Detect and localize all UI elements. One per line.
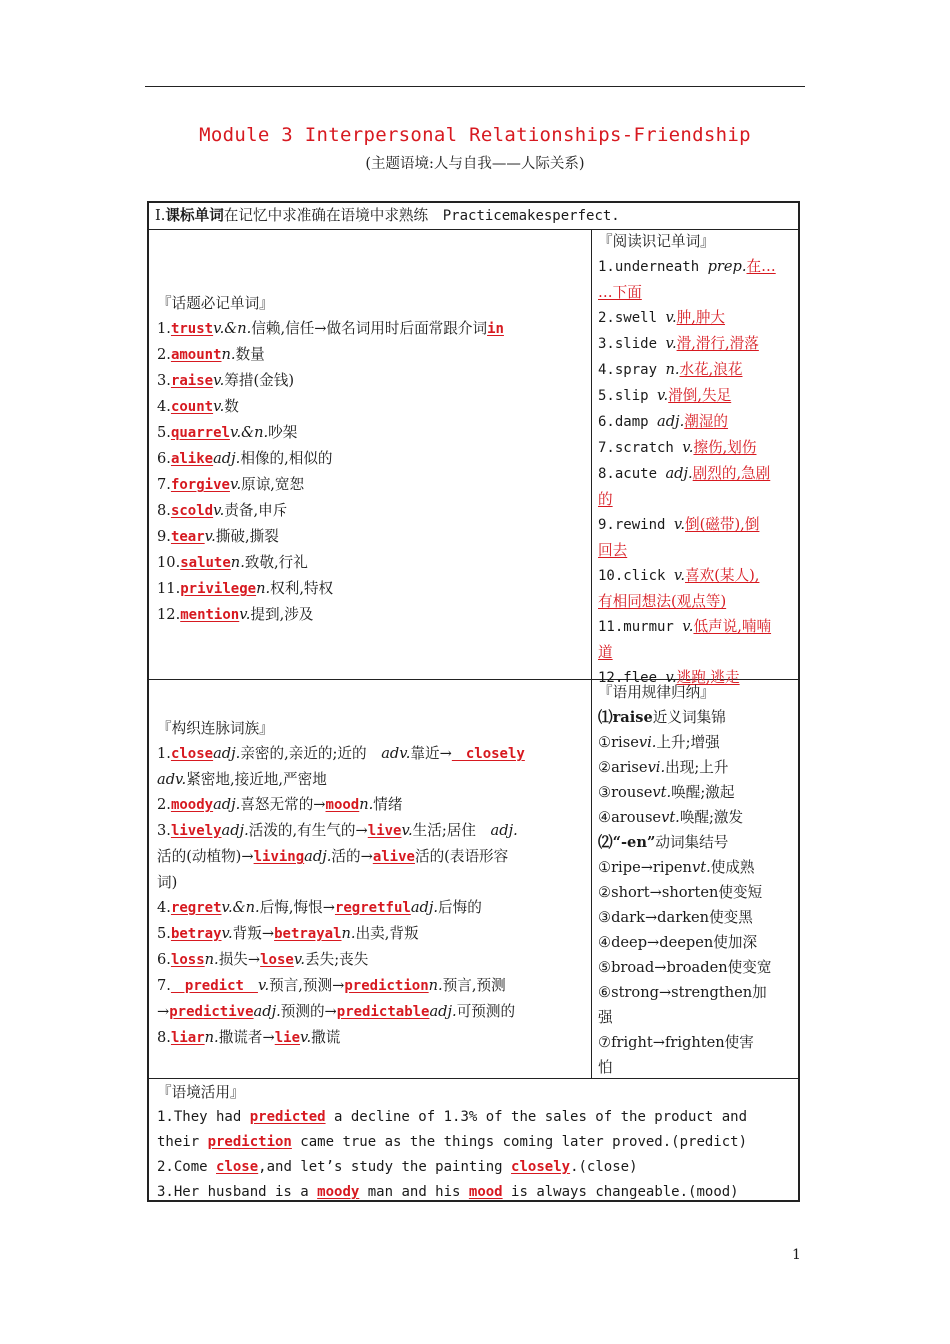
vocab-word: 8.acute bbox=[598, 466, 666, 482]
topic-words-heading: 『话题必记单词』 bbox=[157, 295, 274, 312]
reading-word-line bbox=[598, 409, 798, 435]
column-divider bbox=[591, 229, 592, 1078]
item-number: 1. bbox=[157, 320, 171, 337]
answer-word: privilege bbox=[180, 581, 257, 597]
topic-word-item bbox=[157, 420, 587, 446]
text-segment: → bbox=[157, 1003, 170, 1020]
part-of-speech: v. bbox=[293, 951, 305, 968]
usage-rule-line bbox=[598, 905, 798, 930]
text-segment: ,and let’s study the painting bbox=[258, 1159, 512, 1175]
reading-word-line bbox=[598, 383, 798, 409]
vocab-word: 2.swell bbox=[598, 310, 666, 326]
text-segment: 预言,预测 bbox=[442, 977, 506, 994]
reading-word-line bbox=[598, 331, 798, 357]
part-of-speech: n. bbox=[230, 554, 245, 571]
context-sentence-line bbox=[157, 1180, 797, 1205]
answer-meaning: …下面 bbox=[598, 284, 642, 301]
part-of-speech: v. bbox=[239, 606, 251, 623]
part-of-speech: v. bbox=[673, 567, 686, 584]
answer-meaning: 潮湿的 bbox=[684, 413, 729, 430]
answer-meaning: 滑倒,失足 bbox=[668, 387, 732, 404]
answer-word: living bbox=[253, 849, 305, 865]
text-segment: 活的→ bbox=[331, 848, 373, 865]
reading-word-line bbox=[598, 254, 798, 280]
word-family-line bbox=[157, 947, 587, 973]
text-segment: 2. bbox=[157, 796, 171, 813]
word-family-cell bbox=[157, 716, 587, 1051]
text-segment: 活的(表语形容 bbox=[414, 848, 509, 865]
vocab-word: 10.click bbox=[598, 568, 674, 584]
part-of-speech: adj. bbox=[410, 899, 439, 916]
part-of-speech: adj. bbox=[221, 822, 249, 839]
part-of-speech: vt. bbox=[661, 809, 680, 826]
answer-meaning: 擦伤,划伤 bbox=[693, 439, 757, 456]
answer-word: tear bbox=[170, 529, 205, 545]
topic-word-item bbox=[157, 576, 587, 602]
part-of-speech: adj. bbox=[657, 413, 685, 430]
item-number: 10. bbox=[157, 554, 181, 571]
answer-word: regret bbox=[170, 900, 222, 916]
answer-word: in bbox=[487, 321, 504, 337]
answer-word: forgive bbox=[170, 477, 230, 493]
reading-words-cell bbox=[598, 229, 798, 691]
text-segment: 后悔,悔恨→ bbox=[259, 899, 335, 916]
reading-word-line bbox=[598, 589, 798, 614]
part-of-speech: v. bbox=[213, 372, 225, 389]
vocab-word: 5.slip bbox=[598, 388, 658, 404]
answer-word: mention bbox=[180, 607, 240, 623]
part-of-speech: n. bbox=[256, 580, 271, 597]
part-of-speech: v. bbox=[257, 977, 270, 994]
answer-word: trust bbox=[170, 321, 214, 337]
part-of-speech: adj. bbox=[304, 848, 332, 865]
definition: 筹措(金钱) bbox=[224, 372, 295, 389]
word-family-line bbox=[157, 767, 587, 792]
topic-word-item bbox=[157, 368, 587, 394]
definition: 信赖,信任→做名词用时后面常跟介词 bbox=[251, 320, 488, 337]
part-of-speech: n. bbox=[359, 796, 374, 813]
text-segment: 唤醒;激起 bbox=[671, 784, 735, 801]
part-of-speech: n. bbox=[204, 951, 219, 968]
item-number: 5. bbox=[157, 424, 171, 441]
part-of-speech: v.&n. bbox=[229, 424, 269, 441]
word-family-line bbox=[157, 792, 587, 818]
answer-meaning: 在… bbox=[746, 258, 776, 275]
word-family-line bbox=[157, 741, 587, 767]
text-segment: 上升;增强 bbox=[656, 734, 720, 751]
item-number: 7. bbox=[157, 476, 171, 493]
text-segment: 唤醒;激发 bbox=[679, 809, 744, 826]
worksheet-table bbox=[147, 201, 800, 1202]
text-segment: 6. bbox=[157, 951, 171, 968]
reading-word-line bbox=[598, 512, 798, 538]
topic-word-item bbox=[157, 472, 587, 498]
definition: 数量 bbox=[235, 346, 265, 363]
text-segment: 7. bbox=[157, 977, 171, 994]
usage-rule-line bbox=[598, 955, 798, 980]
item-number: 2. bbox=[157, 346, 171, 363]
text-segment: their bbox=[157, 1134, 208, 1150]
answer-word: closely bbox=[451, 746, 525, 762]
topic-word-item bbox=[157, 524, 587, 550]
answer-word: live bbox=[367, 823, 402, 839]
word-family-line bbox=[157, 870, 587, 895]
topic-word-item bbox=[157, 316, 587, 342]
part-of-speech: v. bbox=[221, 925, 233, 942]
text-segment: came true as the things coming later proved.(predict) bbox=[291, 1134, 748, 1150]
usage-rule-line bbox=[598, 1055, 798, 1080]
usage-rule-line bbox=[598, 930, 798, 955]
word-family-line bbox=[157, 844, 587, 870]
part-of-speech: n. bbox=[221, 346, 236, 363]
part-of-speech: adj. bbox=[490, 822, 518, 839]
usage-rule-line bbox=[598, 755, 798, 780]
reading-word-line bbox=[598, 563, 798, 589]
context-usage-heading: 『语境活用』 bbox=[157, 1084, 245, 1101]
answer-meaning: 回去 bbox=[598, 542, 628, 559]
usage-rule-line bbox=[598, 980, 798, 1005]
text-segment: 8. bbox=[157, 1029, 171, 1046]
answer-word: liar bbox=[170, 1030, 205, 1046]
text-segment: a decline of 1.3% of the sales of the product and bbox=[325, 1109, 748, 1125]
vocab-word: 4.spray bbox=[598, 362, 666, 378]
part-of-speech: adj. bbox=[665, 465, 693, 482]
text-segment: .(close) bbox=[570, 1159, 638, 1175]
text-segment: ①rise bbox=[598, 734, 639, 751]
text-segment: 后悔的 bbox=[438, 899, 482, 916]
word-family-line bbox=[157, 921, 587, 947]
answer-word: regretful bbox=[334, 900, 411, 916]
item-number: 4. bbox=[157, 398, 171, 415]
text-segment: ③rouse bbox=[598, 784, 653, 801]
part-of-speech: n. bbox=[204, 1029, 219, 1046]
reading-words-heading: 『阅读识记单词』 bbox=[598, 233, 715, 250]
part-of-speech: v. bbox=[213, 502, 225, 519]
context-usage-list bbox=[157, 1105, 797, 1205]
text-segment: 情绪 bbox=[373, 796, 403, 813]
reading-words-list bbox=[598, 254, 798, 691]
part-of-speech: adj. bbox=[213, 796, 241, 813]
answer-word: alike bbox=[170, 451, 214, 467]
answer-word: mood bbox=[468, 1184, 503, 1200]
usage-rule-line bbox=[598, 855, 798, 880]
topic-word-item bbox=[157, 394, 587, 420]
answer-word: predictive bbox=[169, 1004, 254, 1020]
reading-word-line bbox=[598, 487, 798, 512]
text-segment: 出卖,背叛 bbox=[355, 925, 419, 942]
text-segment: 5. bbox=[157, 925, 171, 942]
text-segment: 3. bbox=[157, 822, 171, 839]
vocab-word: 9.rewind bbox=[598, 517, 674, 533]
answer-word: prediction bbox=[344, 978, 429, 994]
vocab-word: 1.underneath bbox=[598, 259, 708, 275]
definition: 相像的,相似的 bbox=[240, 450, 333, 467]
text-segment: 生活;居住 bbox=[412, 822, 491, 839]
text-segment: 撒谎 bbox=[311, 1029, 341, 1046]
part-of-speech: n. bbox=[341, 925, 356, 942]
part-of-speech: adj. bbox=[429, 1003, 457, 1020]
answer-word: predicted bbox=[249, 1109, 326, 1125]
topic-word-item bbox=[157, 602, 587, 628]
part-of-speech: v. bbox=[682, 618, 694, 635]
topic-word-item bbox=[157, 342, 587, 368]
text-segment: man and his bbox=[359, 1184, 469, 1200]
text-segment: 1.They had bbox=[157, 1109, 250, 1125]
answer-word: predict bbox=[170, 978, 258, 994]
text-segment: 强 bbox=[598, 1009, 613, 1026]
reading-word-line bbox=[598, 435, 798, 461]
part-of-speech: v. bbox=[665, 309, 677, 326]
text-segment: ⑦fright→frighten使害 bbox=[598, 1034, 754, 1051]
section-header: Ⅰ.课标单词在记忆中求准确在语境中求熟练 Practicemakesperfect. bbox=[155, 207, 620, 224]
part-of-speech: v. bbox=[682, 439, 694, 456]
part-of-speech: adv. bbox=[381, 745, 411, 762]
usage-rule-line bbox=[598, 730, 798, 755]
part-of-speech: v.&n. bbox=[213, 320, 252, 337]
answer-meaning: 逃跑,逃走 bbox=[676, 669, 740, 686]
part-of-speech: v. bbox=[401, 822, 413, 839]
answer-meaning: 有相同想法(观点等) bbox=[598, 593, 727, 610]
text-segment: 出现;上升 bbox=[665, 759, 729, 776]
definition: 权利,特权 bbox=[270, 580, 334, 597]
answer-meaning: 剧烈的,急剧 bbox=[692, 465, 771, 482]
text-segment: 动词集结号 bbox=[655, 834, 729, 851]
answer-word: moody bbox=[317, 1184, 360, 1200]
answer-meaning: 道 bbox=[598, 644, 613, 661]
usage-rule-line bbox=[598, 705, 798, 730]
answer-word: raise bbox=[170, 373, 214, 389]
usage-rule-line bbox=[598, 805, 798, 830]
vocab-word: 6.damp bbox=[598, 414, 658, 430]
definition: 责备,申斥 bbox=[224, 502, 288, 519]
answer-word: salute bbox=[180, 555, 231, 571]
answer-word: betrayal bbox=[274, 926, 342, 942]
text-segment: 3.Her husband is a bbox=[157, 1184, 318, 1200]
item-number: 11. bbox=[157, 580, 181, 597]
word-family-line bbox=[157, 895, 587, 921]
answer-word: moody bbox=[170, 797, 214, 813]
definition: 数 bbox=[224, 398, 239, 415]
answer-word: loss bbox=[170, 952, 205, 968]
text-segment: 可预测的 bbox=[456, 1003, 516, 1020]
top-rule bbox=[145, 86, 805, 87]
part-of-speech: v. bbox=[213, 398, 225, 415]
text-segment: 2.Come bbox=[157, 1159, 217, 1175]
text-segment: 预测的→ bbox=[280, 1003, 337, 1020]
vocab-word: 3.slide bbox=[598, 336, 666, 352]
context-sentence-line bbox=[157, 1130, 797, 1155]
definition: 致敬,行礼 bbox=[244, 554, 308, 571]
answer-meaning: 低声说,喃喃 bbox=[693, 618, 772, 635]
answer-meaning: 的 bbox=[598, 491, 613, 508]
text-segment: ④deep→deepen使加深 bbox=[598, 934, 758, 951]
answer-word: close bbox=[170, 746, 214, 762]
reading-word-line bbox=[598, 640, 798, 665]
definition: 原谅,宽恕 bbox=[241, 476, 305, 493]
word-family-list bbox=[157, 741, 587, 1051]
text-segment: 使成熟 bbox=[710, 859, 755, 876]
text-segment: ①ripe→ripen bbox=[598, 859, 692, 876]
answer-meaning: 水花,浪花 bbox=[679, 361, 743, 378]
vocab-word: 12.flee bbox=[598, 670, 666, 686]
part-of-speech: adj. bbox=[253, 1003, 281, 1020]
reading-word-line bbox=[598, 538, 798, 563]
answer-word: close bbox=[216, 1159, 259, 1175]
page-number: 1 bbox=[792, 1247, 801, 1263]
usage-rule-line bbox=[598, 780, 798, 805]
answer-word: betray bbox=[170, 926, 222, 942]
text-segment: 预言,预测→ bbox=[269, 977, 345, 994]
item-number: 3. bbox=[157, 372, 171, 389]
part-of-speech: v. bbox=[204, 528, 216, 545]
context-sentence-line bbox=[157, 1105, 797, 1130]
subheading: ⑵“-en” bbox=[598, 834, 656, 851]
part-of-speech: vi. bbox=[647, 759, 666, 776]
part-of-speech: vt. bbox=[652, 784, 672, 801]
context-sentence-line bbox=[157, 1155, 797, 1180]
context-usage-cell bbox=[157, 1080, 797, 1205]
part-of-speech: v. bbox=[673, 516, 686, 533]
subheading: ⑴raise bbox=[598, 709, 653, 726]
text-segment: 词) bbox=[157, 874, 178, 891]
text-segment: 怕 bbox=[598, 1059, 613, 1076]
text-segment: 活泼的,有生气的→ bbox=[248, 822, 368, 839]
answer-word: lively bbox=[170, 823, 222, 839]
text-segment: ③dark→darken使变黑 bbox=[598, 909, 753, 926]
answer-word: closely bbox=[511, 1159, 571, 1175]
text-segment: 喜怒无常的→ bbox=[240, 796, 326, 813]
text-segment: 紧密地,接近地,严密地 bbox=[186, 771, 327, 788]
word-family-line bbox=[157, 973, 587, 999]
usage-rule-line bbox=[598, 1030, 798, 1055]
item-number: 8. bbox=[157, 502, 171, 519]
text-segment: 活的(动植物)→ bbox=[157, 848, 254, 865]
part-of-speech: v. bbox=[229, 476, 242, 493]
topic-word-item bbox=[157, 446, 587, 472]
definition: 吵架 bbox=[268, 424, 298, 441]
part-of-speech: n. bbox=[428, 977, 443, 994]
text-segment: 背叛→ bbox=[232, 925, 275, 942]
answer-meaning: 倒(磁带),倒 bbox=[685, 516, 760, 533]
word-family-line bbox=[157, 818, 587, 844]
item-number: 9. bbox=[157, 528, 171, 545]
part-of-speech: n. bbox=[665, 361, 680, 378]
topic-words-cell bbox=[157, 291, 587, 628]
text-segment: is always changeable.(mood) bbox=[502, 1184, 739, 1200]
part-of-speech: v. bbox=[665, 335, 677, 352]
text-segment: ⑥strong→strengthen加 bbox=[598, 984, 767, 1001]
text-segment: ②arise bbox=[598, 759, 648, 776]
part-of-speech: adj. bbox=[213, 450, 241, 467]
text-segment: 近义词集锦 bbox=[652, 709, 726, 726]
text-segment: 亲密的,亲近的;近的 bbox=[240, 745, 382, 762]
answer-word: predictable bbox=[336, 1004, 430, 1020]
topic-word-item bbox=[157, 550, 587, 576]
item-number: 6. bbox=[157, 450, 171, 467]
vocab-word: 7.scratch bbox=[598, 440, 683, 456]
reading-word-line bbox=[598, 305, 798, 331]
reading-word-line bbox=[598, 461, 798, 487]
usage-rules-cell bbox=[598, 680, 798, 1080]
answer-word: mood bbox=[325, 797, 360, 813]
answer-word: quarrel bbox=[170, 425, 230, 441]
reading-word-line bbox=[598, 280, 798, 305]
reading-word-line bbox=[598, 614, 798, 640]
answer-meaning: 肿,肿大 bbox=[676, 309, 726, 326]
answer-word: amount bbox=[170, 347, 222, 363]
word-family-line bbox=[157, 1025, 587, 1051]
usage-rule-line bbox=[598, 880, 798, 905]
word-family-line bbox=[157, 999, 587, 1025]
word-family-heading: 『构织连脉词族』 bbox=[157, 720, 274, 737]
text-segment: 靠近→ bbox=[410, 745, 452, 762]
topic-words-list bbox=[157, 316, 587, 628]
text-segment: 4. bbox=[157, 899, 171, 916]
page-subtitle: (主题语境:人与自我——人际关系) bbox=[365, 156, 585, 172]
part-of-speech: adj. bbox=[213, 745, 241, 762]
item-number: 12. bbox=[157, 606, 181, 623]
text-segment: 损失→ bbox=[218, 951, 261, 968]
answer-word: alive bbox=[372, 849, 415, 865]
page-title: Module 3 Interpersonal Relationships-Friendship bbox=[199, 124, 751, 146]
part-of-speech: vt. bbox=[691, 859, 711, 876]
vocab-word: 11.murmur bbox=[598, 619, 683, 635]
answer-word: lie bbox=[274, 1030, 301, 1046]
part-of-speech: v. bbox=[665, 669, 677, 686]
part-of-speech: v.&n. bbox=[221, 899, 260, 916]
answer-word: lose bbox=[260, 952, 294, 968]
answer-word: scold bbox=[170, 503, 214, 519]
text-segment: 撒谎者→ bbox=[218, 1029, 275, 1046]
text-segment: 1. bbox=[157, 745, 171, 762]
text-segment: ⑤broad→broaden使变宽 bbox=[598, 959, 772, 976]
answer-word: count bbox=[170, 399, 214, 415]
text-segment: ②short→shorten使变短 bbox=[598, 884, 763, 901]
usage-rule-line bbox=[598, 830, 798, 855]
part-of-speech: adv. bbox=[157, 771, 187, 788]
usage-rules-heading: 『语用规律归纳』 bbox=[598, 684, 715, 701]
topic-word-item bbox=[157, 498, 587, 524]
answer-meaning: 喜欢(某人), bbox=[685, 567, 760, 584]
text-segment: ④arouse bbox=[598, 809, 662, 826]
definition: 撕破,撕裂 bbox=[215, 528, 279, 545]
usage-rules-list bbox=[598, 705, 798, 1080]
usage-rule-line bbox=[598, 1005, 798, 1030]
definition: 提到,涉及 bbox=[250, 606, 314, 623]
part-of-speech: v. bbox=[300, 1029, 312, 1046]
part-of-speech: v. bbox=[657, 387, 669, 404]
reading-word-line bbox=[598, 357, 798, 383]
text-segment: 丢失;丧失 bbox=[305, 951, 369, 968]
answer-meaning: 滑,滑行,滑落 bbox=[676, 335, 759, 352]
part-of-speech: vi. bbox=[638, 734, 657, 751]
answer-word: prediction bbox=[207, 1134, 292, 1150]
part-of-speech: prep. bbox=[707, 258, 747, 275]
